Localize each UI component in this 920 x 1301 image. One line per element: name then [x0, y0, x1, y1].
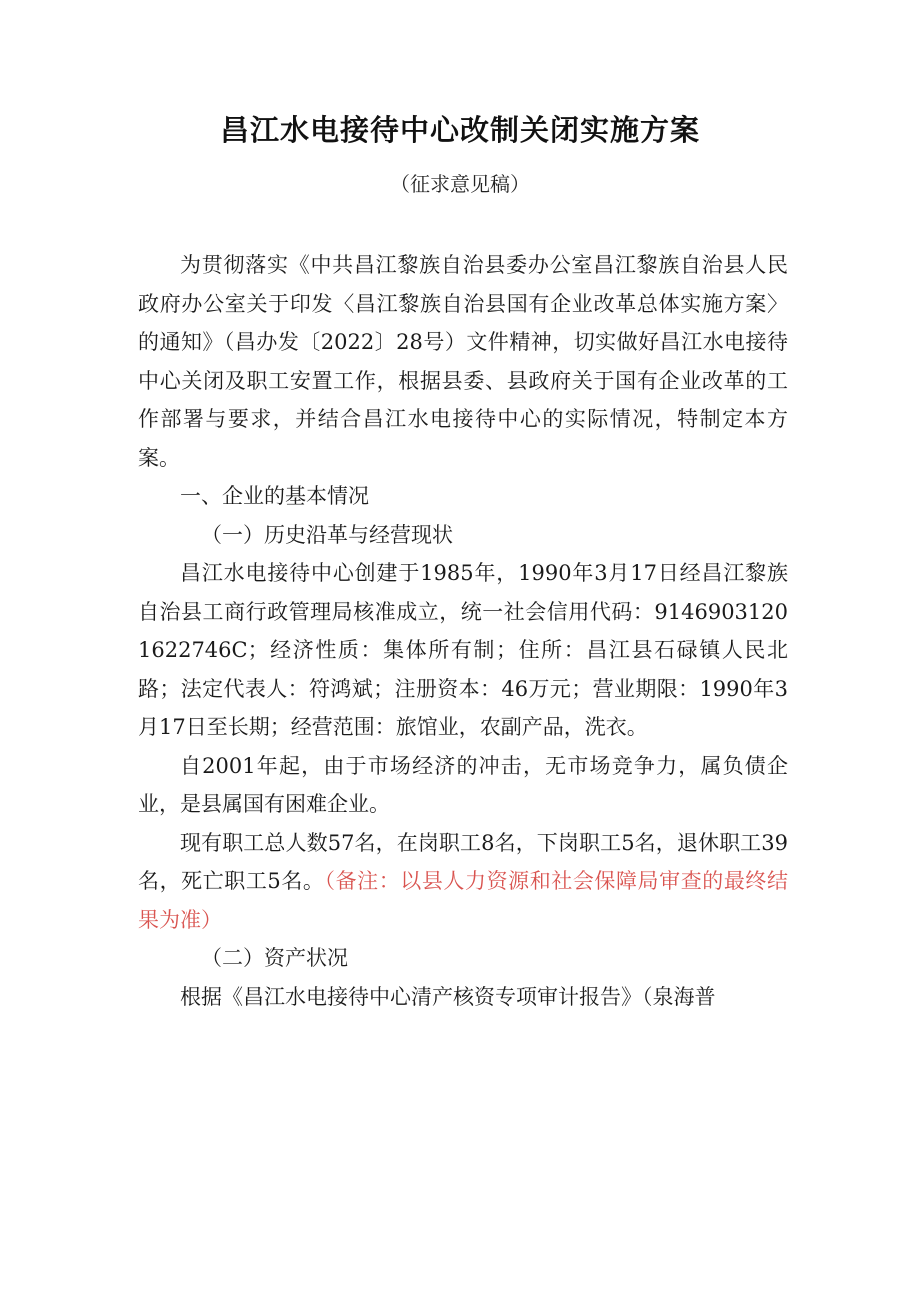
document-body [138, 246, 788, 1016]
paragraph-assets: 根据《昌江水电接待中心清产核资专项审计报告》（泉海普 [180, 984, 716, 1009]
document-title: 昌江水电接待中心改制关闭实施方案 [219, 113, 700, 147]
paragraph-status: 自2001年起，由于市场经济的冲击，无市场竞争力，属负债企业，是县属国有困难企业。 [138, 753, 788, 816]
section-heading-1-1: （一）历史沿革与经营现状 [201, 522, 453, 547]
section-heading-1: 一、企业的基本情况 [180, 484, 369, 508]
paragraph-intro: 为贯彻落实《中共昌江黎族自治县委办公室昌江黎族自治县人民政府办公室关于印发〈昌江黎族自治县国有企业改革总体实施方案〉的通知》（昌办发〔2022〕28号）文件精神，切实做好昌江水电接待中心关闭及职工安置工作，根据县委、县政府关于国有企业改革的工作部署与要求，并结合昌江水电接待中心的实际情况，特制定本方案。 [138, 253, 788, 470]
paragraph-staff [138, 824, 788, 940]
staff-text: 现有职工总人数57名，在岗职工8名，下岗职工5名，退休职工39名，死亡职工5名。 [138, 830, 788, 893]
section-heading-1-2: （二）资产状况 [201, 946, 348, 970]
document-subtitle: （征求意见稿） [390, 172, 530, 196]
paragraph-history: 昌江水电接待中心创建于1985年，1990年3月17日经昌江黎族自治县工商行政管理局核准成立，统一社会信用代码：91469031201622746C；经济性质：集体所有制；住所：昌江县石碌镇人民北路；法定代表人：符鸿斌；注册资本：46万元；营业期限：1990年3月17日至长期；经营范围：旅馆业，农副产品，洗衣。 [138, 561, 788, 739]
staff-note: （备注：以县人力资源和社会保障局审查的最终结果为准） [138, 869, 788, 932]
